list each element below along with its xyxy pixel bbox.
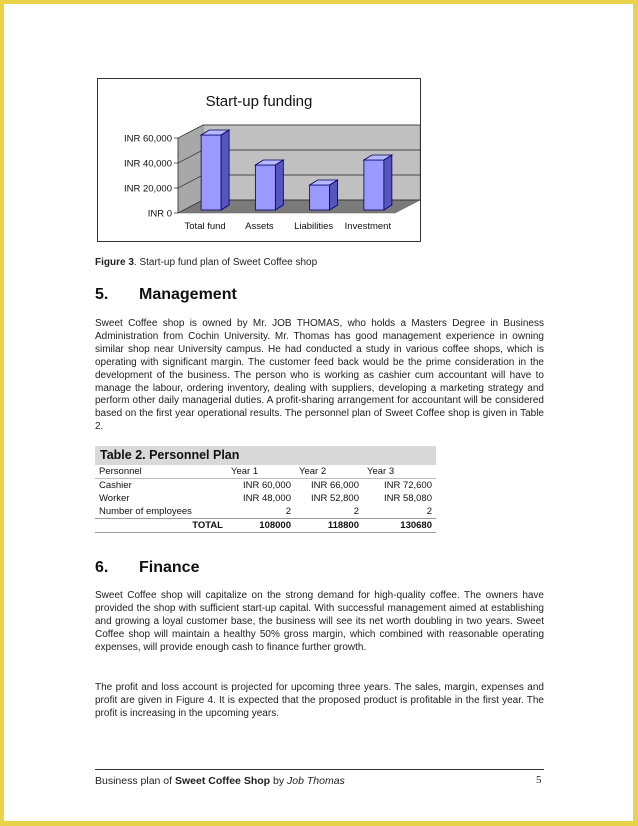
table-header-row bbox=[95, 465, 436, 479]
section-6-title: Finance bbox=[139, 559, 200, 576]
x-tick-label: Investment bbox=[344, 221, 392, 232]
section-6-number: 6. bbox=[95, 559, 109, 576]
bar-side bbox=[221, 130, 229, 210]
chart-side-wall bbox=[178, 125, 203, 213]
cell: Worker bbox=[99, 493, 130, 504]
bar-side bbox=[384, 155, 392, 210]
finance-paragraph-2: The profit and loss account is projected for upcoming three years. The sales, margin, expenses and profit are given in Figure 4. It is expected that the proposed product is profitable in the first year. The profit is increasing in the upcoming years. bbox=[95, 682, 544, 719]
table-row bbox=[95, 492, 436, 505]
chart-svg bbox=[98, 79, 420, 241]
bar-front bbox=[255, 165, 275, 210]
cell: 2 bbox=[353, 506, 359, 517]
header-personnel: Personnel bbox=[95, 465, 227, 479]
page-number: 5 bbox=[536, 774, 542, 786]
management-paragraph: Sweet Coffee shop is owned by Mr. JOB THOMAS, who holds a Masters Degree in Business Administration from Cochin University. Mr. Thomas has good management experience in owning similar shop near University campus. He had conducted a study in various coffee shops, which is operating with significant margin. The customer feed back would be the prime consideration in the development of the business. The person who is working as cashier cum accountant will have to manage the labour, ordering inventory, dealing with suppliers, developing a marketing strategy and perform other daily managerial duties. A profit-sharing arrangement for accountant will be considered based on the first year operational results. The personnel plan of Sweet Coffee shop is given in Table 2. bbox=[95, 318, 544, 433]
section-5-title: Management bbox=[139, 286, 237, 303]
cell: INR 66,000 bbox=[310, 480, 359, 491]
bar-front bbox=[310, 185, 330, 210]
total-year1: 108000 bbox=[227, 519, 295, 533]
y-tick-label: INR 20,000 bbox=[123, 183, 172, 195]
footer-prefix: Business plan of bbox=[95, 775, 175, 787]
chart-title: Start-up funding bbox=[205, 93, 313, 110]
total-year2: 118800 bbox=[295, 519, 363, 533]
bar-front bbox=[201, 135, 221, 210]
y-tick-label: INR 40,000 bbox=[123, 158, 172, 170]
footer-shop-name: Sweet Coffee Shop bbox=[174, 775, 271, 787]
footer-text bbox=[95, 775, 345, 787]
figure-label: Figure 3 bbox=[95, 257, 134, 268]
document-page bbox=[4, 4, 633, 821]
header-year2: Year 2 bbox=[295, 465, 363, 479]
bar-side bbox=[330, 180, 338, 210]
footer-divider bbox=[95, 769, 544, 770]
total-year3: 130680 bbox=[363, 519, 436, 533]
cell: INR 48,000 bbox=[242, 493, 291, 504]
header-year3: Year 3 bbox=[363, 465, 436, 479]
startup-funding-chart bbox=[97, 78, 421, 242]
personnel-table bbox=[95, 465, 436, 533]
table-total-row bbox=[95, 519, 436, 533]
cell: INR 72,600 bbox=[383, 480, 432, 491]
x-tick-label: Liabilities bbox=[294, 221, 334, 232]
x-tick-label: Assets bbox=[245, 221, 274, 232]
figure-caption-text: . Start-up fund plan of Sweet Coffee shop bbox=[133, 257, 318, 268]
personnel-plan-table bbox=[95, 446, 436, 533]
table-title: Table 2. Personnel Plan bbox=[95, 446, 436, 465]
table-row bbox=[95, 505, 436, 519]
header-year1: Year 1 bbox=[227, 465, 295, 479]
cell: 2 bbox=[426, 506, 432, 517]
cell: 2 bbox=[285, 506, 291, 517]
footer-mid: by bbox=[270, 775, 288, 787]
figure-caption bbox=[95, 257, 317, 268]
table-row bbox=[95, 479, 436, 493]
cell: Cashier bbox=[99, 480, 132, 491]
footer-author: Job Thomas bbox=[287, 775, 345, 787]
cell: Number of employees bbox=[99, 506, 192, 517]
y-tick-label: INR 60,000 bbox=[123, 133, 172, 145]
section-5-heading bbox=[95, 286, 237, 304]
cell: INR 52,800 bbox=[310, 493, 359, 504]
total-label: TOTAL bbox=[95, 519, 227, 533]
bar-front bbox=[364, 160, 384, 210]
bar-side bbox=[275, 160, 283, 210]
cell: INR 58,080 bbox=[383, 493, 432, 504]
finance-paragraph-1: Sweet Coffee shop will capitalize on the strong demand for high-quality coffee. The owners have provided the shop with sufficient start-up capital. With successful management aimed at establishing and growing a loyal customer base, the business will see its net worth doubling in two years. Sweet Coffee shop will maintain a healthy 50% gross margin, which combined with reasonable operating expenses, will provide enough cash to finance further growth. bbox=[95, 590, 544, 653]
cell: INR 60,000 bbox=[242, 480, 291, 491]
section-6-heading bbox=[95, 559, 199, 577]
x-tick-label: Total fund bbox=[184, 221, 226, 232]
y-tick-label: INR 0 bbox=[147, 208, 172, 220]
section-5-number: 5. bbox=[95, 286, 109, 303]
